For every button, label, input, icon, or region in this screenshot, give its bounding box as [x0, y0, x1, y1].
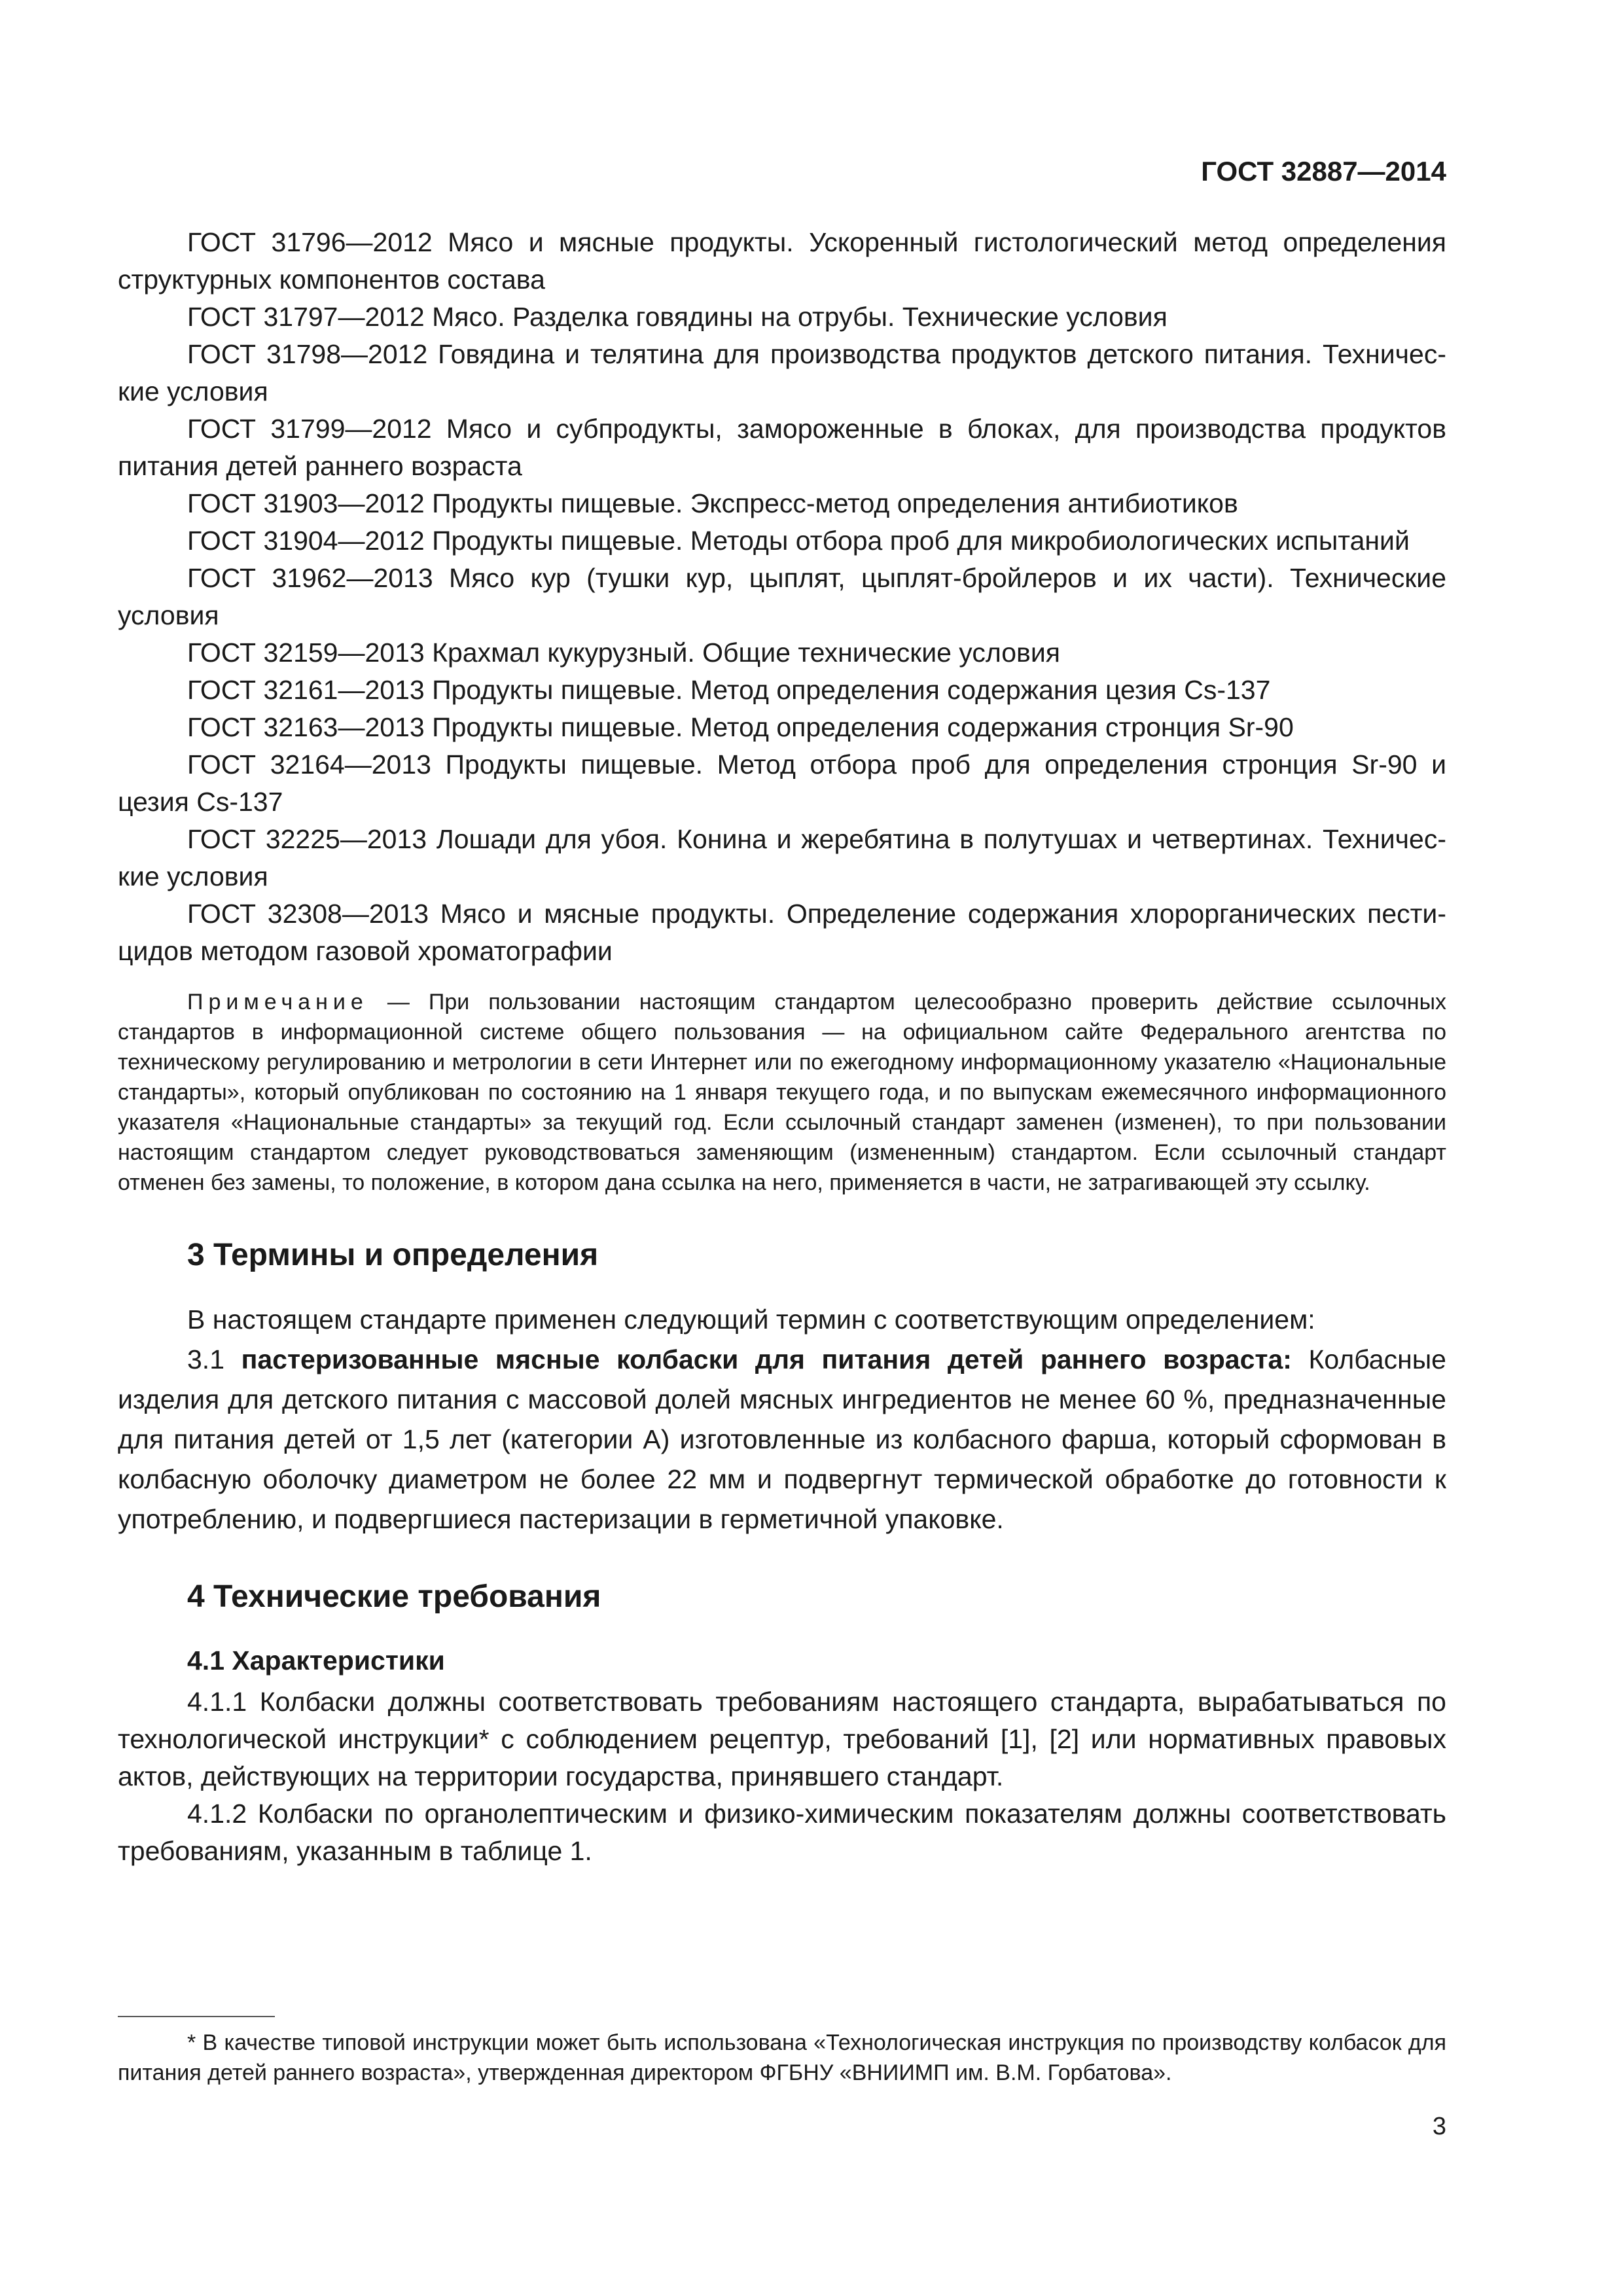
footnote: * В качестве типовой инструкции может быть использована «Технологическая инструкция по производству колбасок для питания детей раннего возраста», утвержденная директором ФГБНУ «ВНИИМП им. В.М. Горбатова».	[118, 2030, 1446, 2085]
document-page	[118, 0, 1446, 2296]
paragraph-4-1-2: 4.1.2 Колбаски по органолептическим и физико-химическим показателям должны соответствовать требованиям, указанным в таблице 1.	[118, 1799, 1446, 1866]
paragraph-4-1-1: 4.1.1 Колбаски должны соответствовать требованиям настоящего стандарта, вырабатываться по технологической инструкции* с соблюдением рецептур, требований [1], [2] или нормативных правовых актов, действующих на территории государства, принявшего стандарт.	[118, 1687, 1446, 1791]
reference-item: ГОСТ 32161—2013 Продукты пищевые. Метод определения содержания цезия Cs-137	[187, 675, 1271, 705]
reference-item: ГОСТ 31904—2012 Продукты пищевые. Методы отбора проб для микробиологических испытаний	[187, 526, 1410, 556]
subsection-4-1-heading: 4.1 Характеристики	[187, 1645, 445, 1676]
main-content	[118, 224, 1446, 1870]
note-label: Примечание	[187, 990, 368, 1014]
reference-item: ГОСТ 31798—2012 Говядина и телятина для производства продуктов детского питания. Технические условия	[118, 339, 1446, 406]
section-3-intro: В настоящем стандарте применен следующий термин с соответствующим определением:	[187, 1304, 1315, 1335]
definition-term: пастеризованные мясные колбаски для питания детей раннего возраста:	[241, 1344, 1292, 1374]
reference-item: ГОСТ 32159—2013 Крахмал кукурузный. Общие технические условия	[187, 637, 1060, 668]
reference-item: ГОСТ 31903—2012 Продукты пищевые. Экспресс-метод определения антибиотиков	[187, 488, 1238, 518]
section-3-heading: 3 Термины и определения	[187, 1238, 599, 1272]
reference-item: ГОСТ 32163—2013 Продукты пищевые. Метод определения содержания стронция Sr-90	[187, 712, 1294, 742]
reference-item: ГОСТ 31797—2012 Мясо. Разделка говядины на отрубы. Технические условия	[187, 302, 1168, 332]
footnote-divider	[118, 2016, 275, 2017]
reference-item: ГОСТ 32308—2013 Мясо и мясные продукты. Определение содержания хлорорганических пестицидов методом газовой хроматографии	[118, 899, 1446, 966]
definition-3-1	[118, 1340, 1446, 1539]
normative-references-list	[118, 224, 1446, 970]
reference-item: ГОСТ 32164—2013 Продукты пищевые. Метод отбора проб для определения стронция Sr-90 и цезия Cs-137	[118, 749, 1446, 817]
reference-item: ГОСТ 31962—2013 Мясо кур (тушки кур, цыплят, цыплят-бройлеров и их части). Технические условия	[118, 563, 1446, 630]
page-number: 3	[1432, 2113, 1446, 2140]
note-paragraph	[118, 987, 1446, 1198]
note-text: — При пользовании настоящим стандартом целесообразно проверить действие ссылочных стандартов в информационной системе общего пользования — на официальном сайте Федерального агентства по техническому регулированию и метрологии в сети Интернет или по ежегодному информационному указателю «Национальные стандарты», который опубликован по состоянию на 1 января текущего года, и по выпускам ежемесячного информационного указателя «Национальные стандарты» за текущий год. Если ссылочный стандарт заменен (изменен), то при пользовании настоящим стандартом следует руководствоваться заменяющим (измененным) стандартом. Если ссылочный стандарт отменен без замены, то положение, в котором дана ссылка на него, применяется в части, не затрагивающей эту ссылку.	[118, 990, 1447, 1195]
reference-item: ГОСТ 32225—2013 Лошади для убоя. Конина и жеребятина в полутушах и четвертинах. Технические условия	[118, 824, 1446, 891]
reference-item: ГОСТ 31796—2012 Мясо и мясные продукты. Ускоренный гистологический метод определения структурных компонентов состава	[118, 227, 1446, 295]
reference-item: ГОСТ 31799—2012 Мясо и субпродукты, замороженные в блоках, для производства продуктов питания детей раннего возраста	[118, 414, 1446, 481]
definition-text: Колбасные изделия для детского питания с массовой долей мясных ингредиентов не менее 60 %, предназначенные для питания детей от 1,5 лет (категории А) изготовленные из колбасного фарша, который сформован в колбасную оболочку диаметром не более 22 мм и подвергнут термической обработке до готовности к употреблению, и подвергшиеся пастеризации в герметичной упаковке.	[118, 1344, 1446, 1534]
definition-number: 3.1	[187, 1344, 224, 1374]
document-code-header: ГОСТ 32887—2014	[1201, 156, 1446, 187]
section-4-heading: 4 Технические требования	[187, 1579, 601, 1614]
